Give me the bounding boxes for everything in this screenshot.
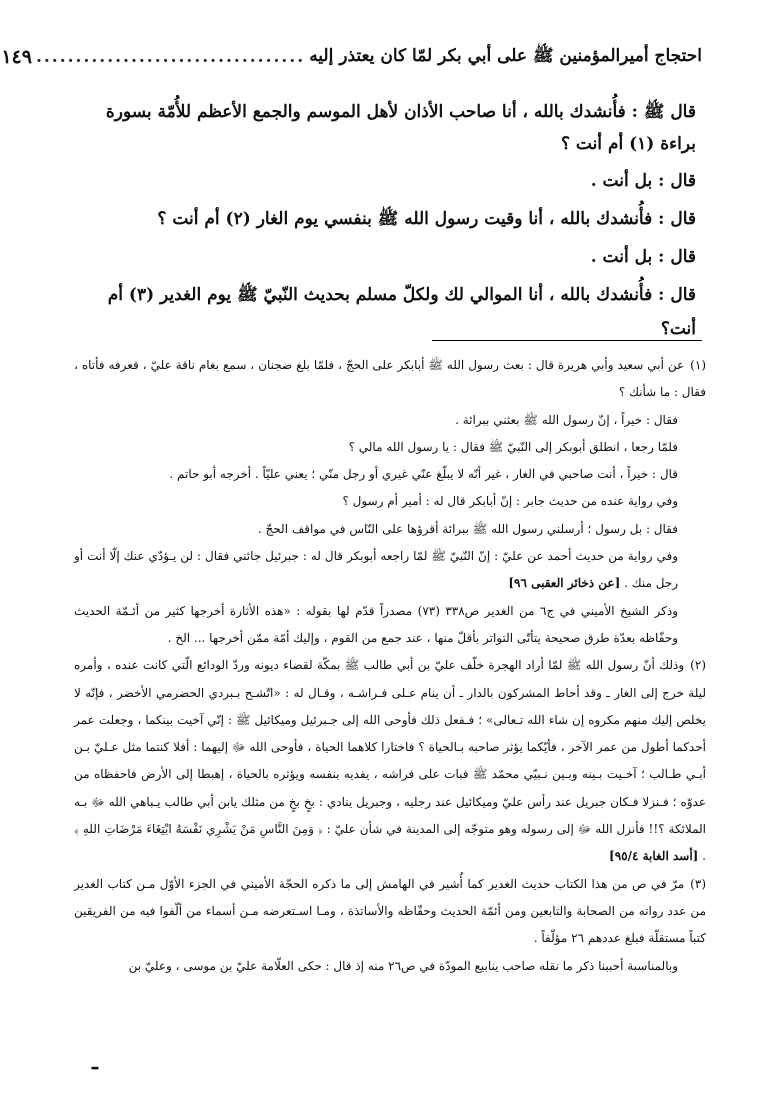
- source-reference: [عن ذخائر العقبى ٩٦]: [508, 576, 621, 591]
- footnote-text: وفي رواية من حديث أحمد عن عليّ : إنّ النّبيّ ﷺ لمّا راجعه أبوبكر قال له : جبرئيل جائني فقال : لن يـؤدّي عنك إلّا أنت أو رجل منك .: [74, 549, 678, 591]
- footnote-1: [74, 352, 706, 652]
- footnote-number: (٢): [690, 658, 706, 673]
- footnote-text: عن أبي سعيد وأبي هريرة قال : بعث رسول الله ﷺ أبابكر على الحجّ ، فلمّا بلغ ضجنان ، سمع بغام ناقة عليّ ، فعرفه فأتاه ، فقال : ما شأنك ؟: [74, 358, 706, 400]
- running-header: [1, 42, 702, 72]
- header-title: احتجاج أميرالمؤمنين ﷺ على أبي بكر لمّا كان يعتذر إليه: [309, 45, 702, 66]
- footnote-text: فلمّا رجعا ، انطلق أبوبكر إلى النّبيّ ﷺ فقال : يا رسول الله مالي ؟: [348, 439, 678, 454]
- main-line: قال : بل أنت .: [590, 247, 696, 267]
- source-reference: [أسد الغابة ٩٥/٤]: [609, 849, 699, 864]
- footnote-text: وبالمناسبة أحببنا ذكر ما نقله صاحب ينابيع المودّة في ص٢٦ منه إذ قال : حكى العلّامة عليّ بن موسى ، وعليّ بن: [128, 958, 678, 973]
- footnote-text: وذكر الشيخ الأميني في ج٦ من الغدير ص٣٣٨ (٧٣) مصدراً قدّم لها بقوله : «هذه الأثارة أخرجها كثير من أئـمّة الحديث وحفّاظه بعدّة طرق صحيحة يتأتّى التواتر بأقلّ منها ، عند جمع من القوم ، وإليك أمّة ممّن أخرجها ... الخ .: [74, 603, 678, 645]
- footnote-3: [74, 871, 706, 980]
- footnote-text: وذلك أنّ رسول الله ﷺ لمّا أراد الهجرة خلّف عليّ بن أبي طالب ﷺ بمكّة لقضاء ديونه وردّ الودائع الّتي كانت عنده ، وأمره ليلة خرج إلى الغار ـ وقد أحاط المشركون بالدار ـ أن ينام عـلى فـراشـه ، وقـال له : «اتّشـح بـبردي الحضرمي الأخضر ، فإنّه لا يخلص إليك منهم مكروه إن شاء الله تـعالى» ؛ فـفعل ذلك فأوحى الله إلى جـبرئيل وميكائيل ﷺ : إنّي آخيت بينكما ، وجعلت عمر أحدكما أطول من عمر الآخر ، فأيّكما يؤثر صاحبه بـالحياة ؟ فاختارا كلاهما الحياة ، فأوحى الله ﷻ إليهما : أفلا كنتما مثل عـليّ بـن أبـي طـالب ؛ آخـيت بـينه وبـين نـبيّي محمّد ﷺ فبات على فراشه ، يفديه بنفسه ويؤثره بالحياة ، إهبطا إلى الأرض فاحفظاه من عدوّه ؛ فـنزلا فـكان جبريل عند رأس عليّ وميكائيل عند رجليه ، وجبريل ينادي : بخٍ بخٍ من مثلك يابن أبي طالب يـباهي الله ﷻ بـه الملائكة ؟!! فأنزل الله ﷻ إلى رسوله وهو متوجّه إلى المدينة في شأن عليّ : ﴿ وَمِنَ النَّاسِ مَنْ يَشْرِي نَفْسَهُ ابْتِغَاءَ مَرْضَاتِ اللهِ ﴾ .: [74, 658, 706, 864]
- main-text: [70, 96, 696, 350]
- footnote-text: قال : خيراً ، أنت صاحبي في الغار ، غير أنّه لا يبلّغ عنّي غيري أو رجل منّي ؛ يعني عليّاً . أخرجه أبو حاتم .: [169, 467, 678, 482]
- footnote-number: (٣): [690, 876, 706, 891]
- footnote-text: مرّ في ص من هذا الكتاب حديث الغدير كما أُشير في الهامش إلى ما ذكره الحجّة الأميني في الجزء الأوّل مـن كتاب الغدير من عدد رواته من الصحابة والتابعين ومن أئمّة الحديث وحفّاظه والأساتذة ، ومـا اسـتعرضه مـن أسماء من ألّفوا فيه من الفريقين كتباً مستقلّة فبلغ عددهم ٢٦ مؤلّفاً .: [74, 876, 706, 946]
- page-number: ١٤٩: [1, 46, 32, 68]
- header-leader-dots: ..................................: [35, 47, 306, 67]
- footnote-separator: [432, 340, 702, 341]
- continuation-mark: ـ: [92, 1050, 98, 1074]
- main-line: قال ﷺ : فأُنشدك بالله ، أنا صاحب الأذان لأهل الموسم والجمع الأعظم للأُمّة بسورة براءة (١) أم أنت ؟: [105, 102, 696, 154]
- footnote-2: [74, 652, 706, 870]
- main-line: قال : فأُنشدك بالله ، أنا وقيت رسول الله ﷺ بنفسي يوم الغار (٢) أم أنت ؟: [157, 209, 696, 229]
- main-line: قال : فأُنشدك بالله ، أنا الموالي لك ولكلّ مسلم بحديث النّبيّ ﷺ يوم الغدير (٣) أم أنت؟: [107, 285, 696, 339]
- footnote-text: فقال : بل رسول ؛ أرسلني رسول الله ﷺ ببرائة أقرؤها على النّاس في مواقف الحجّ .: [257, 521, 678, 536]
- footnote-text: وفي رواية عنده من حديث جابر : إنّ أبابكر قال له : أمير أم رسول ؟: [342, 494, 678, 509]
- footnotes: [74, 352, 706, 980]
- main-line: قال : بل أنت .: [590, 171, 696, 191]
- footnote-text: فقال : خيراً ، إنّ رسول الله ﷺ بعثني ببرائة .: [455, 412, 678, 427]
- footnote-number: (١): [690, 358, 706, 372]
